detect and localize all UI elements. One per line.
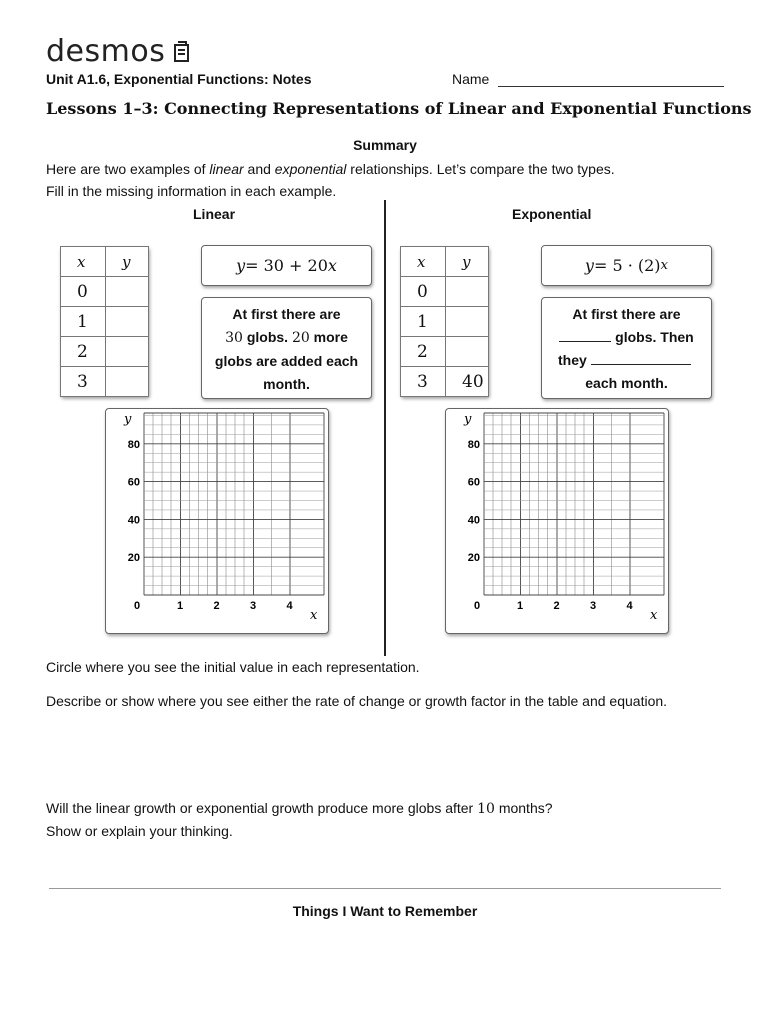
intro-linear: linear [209, 161, 244, 177]
question-line [46, 797, 553, 820]
x-axis-label: x [650, 608, 658, 623]
document-icon [171, 40, 191, 64]
desmos-logo: desmos [46, 34, 166, 69]
x-tick-label: 2 [213, 600, 220, 612]
lesson-title: Lessons 1–3: Connecting Representations of Linear and Exponential Functions [46, 99, 752, 118]
linear-description [201, 297, 372, 399]
desc-line: each month. [585, 375, 668, 391]
x-axis-label: x [310, 608, 318, 623]
exponential-equation [541, 245, 712, 286]
section-divider [49, 888, 721, 889]
table-cell-x: 2 [61, 337, 106, 367]
table-cell-y[interactable] [446, 277, 489, 307]
exponential-graph[interactable] [446, 409, 668, 633]
equation-x: x [327, 256, 337, 275]
unit-title: Unit A1.6, Exponential Functions: Notes [46, 71, 312, 87]
desc-line: At first there are [572, 306, 681, 322]
desc-text: globs. Then [611, 329, 694, 345]
table-cell-x: 2 [401, 337, 446, 367]
question-text: Will the linear growth or exponential growth produce more globs after [46, 800, 478, 816]
intro-text: relationships. Let’s compare the two types. [346, 161, 615, 177]
name-label: Name [452, 71, 490, 87]
x-tick-label: 0 [473, 600, 481, 612]
intro-exponential: exponential [274, 161, 347, 177]
y-tick-label: 60 [127, 476, 140, 489]
x-tick-label: 4 [626, 600, 633, 612]
things-to-remember-heading: Things I Want to Remember [292, 903, 478, 919]
linear-graph[interactable] [106, 409, 328, 633]
y-tick-label: 20 [127, 552, 140, 565]
intro-line-1 [46, 158, 615, 180]
intro-line-2: Fill in the missing information in each example. [46, 183, 337, 199]
linear-table [60, 246, 149, 397]
table-cell-x: 1 [61, 307, 106, 337]
desc-line: At first there are [232, 306, 341, 322]
table-header-y: y [446, 247, 489, 277]
equation-exponent: x [660, 258, 669, 273]
table-cell-y[interactable] [446, 337, 489, 367]
desc-line [542, 349, 711, 372]
desc-text: more [309, 329, 348, 345]
y-tick-label: 80 [127, 438, 140, 451]
name-field-line[interactable] [498, 86, 724, 87]
table-cell-y[interactable] [106, 277, 149, 307]
table-cell-y: 40 [446, 367, 489, 397]
x-tick-label: 0 [133, 600, 141, 612]
question-more-globs [46, 797, 553, 842]
table-cell-x: 3 [401, 367, 446, 397]
y-axis-label: y [124, 412, 132, 427]
equation-body: = 5 · (2) [593, 256, 661, 275]
table-cell-x: 0 [401, 277, 446, 307]
x-tick-label: 1 [516, 600, 524, 612]
question-text: months? [494, 800, 553, 816]
exponential-heading: Exponential [512, 206, 592, 222]
table-cell-y[interactable] [106, 307, 149, 337]
y-tick-label: 40 [127, 514, 140, 527]
table-cell-x: 3 [61, 367, 106, 397]
y-axis-label: y [464, 412, 472, 427]
table-cell-x: 1 [401, 307, 446, 337]
question-initial-value: Circle where you see the initial value in each representation. [46, 659, 420, 675]
y-tick-label: 80 [467, 438, 480, 451]
y-tick-label: 20 [467, 552, 480, 565]
desc-line [542, 326, 711, 349]
desc-line [202, 326, 371, 350]
desc-line: month. [263, 376, 310, 392]
blank-growth[interactable] [591, 350, 691, 365]
question-line: Show or explain your thinking. [46, 823, 233, 839]
table-cell-y[interactable] [106, 337, 149, 367]
blank-initial-value[interactable] [559, 327, 611, 342]
desc-line: globs are added each [214, 353, 359, 369]
table-cell-x: 0 [61, 277, 106, 307]
x-tick-label: 3 [589, 600, 597, 612]
table-cell-y[interactable] [106, 367, 149, 397]
desc-number: 20 [291, 330, 310, 346]
desc-text: globs. [242, 329, 292, 345]
linear-graph-card [105, 408, 329, 634]
table-cell-y[interactable] [446, 307, 489, 337]
y-tick-label: 40 [467, 514, 480, 527]
table-header-y: y [106, 247, 149, 277]
exponential-table [400, 246, 489, 397]
intro-text: Here are two examples of [46, 161, 210, 177]
x-tick-label: 1 [176, 600, 184, 612]
x-tick-label: 4 [286, 600, 293, 612]
table-header-x: x [401, 247, 446, 277]
x-tick-label: 3 [249, 600, 257, 612]
question-number: 10 [477, 801, 495, 817]
desc-text: they [558, 352, 591, 368]
exponential-description [541, 297, 712, 399]
table-header-x: x [61, 247, 106, 277]
desc-number: 30 [225, 330, 243, 346]
summary-heading: Summary [353, 137, 417, 153]
linear-equation [201, 245, 372, 286]
exponential-graph-card [445, 408, 669, 634]
linear-heading: Linear [193, 206, 236, 222]
equation-y: y [236, 256, 246, 275]
y-tick-label: 60 [467, 476, 480, 489]
x-tick-label: 2 [553, 600, 560, 612]
column-divider [384, 200, 386, 656]
intro-text: and [243, 161, 275, 177]
summary-intro [46, 158, 615, 202]
question-rate-of-change: Describe or show where you see either the rate of change or growth factor in the table and equation. [46, 693, 668, 709]
equation-body: = 30 + 20 [245, 256, 328, 275]
equation-y: y [584, 256, 594, 275]
